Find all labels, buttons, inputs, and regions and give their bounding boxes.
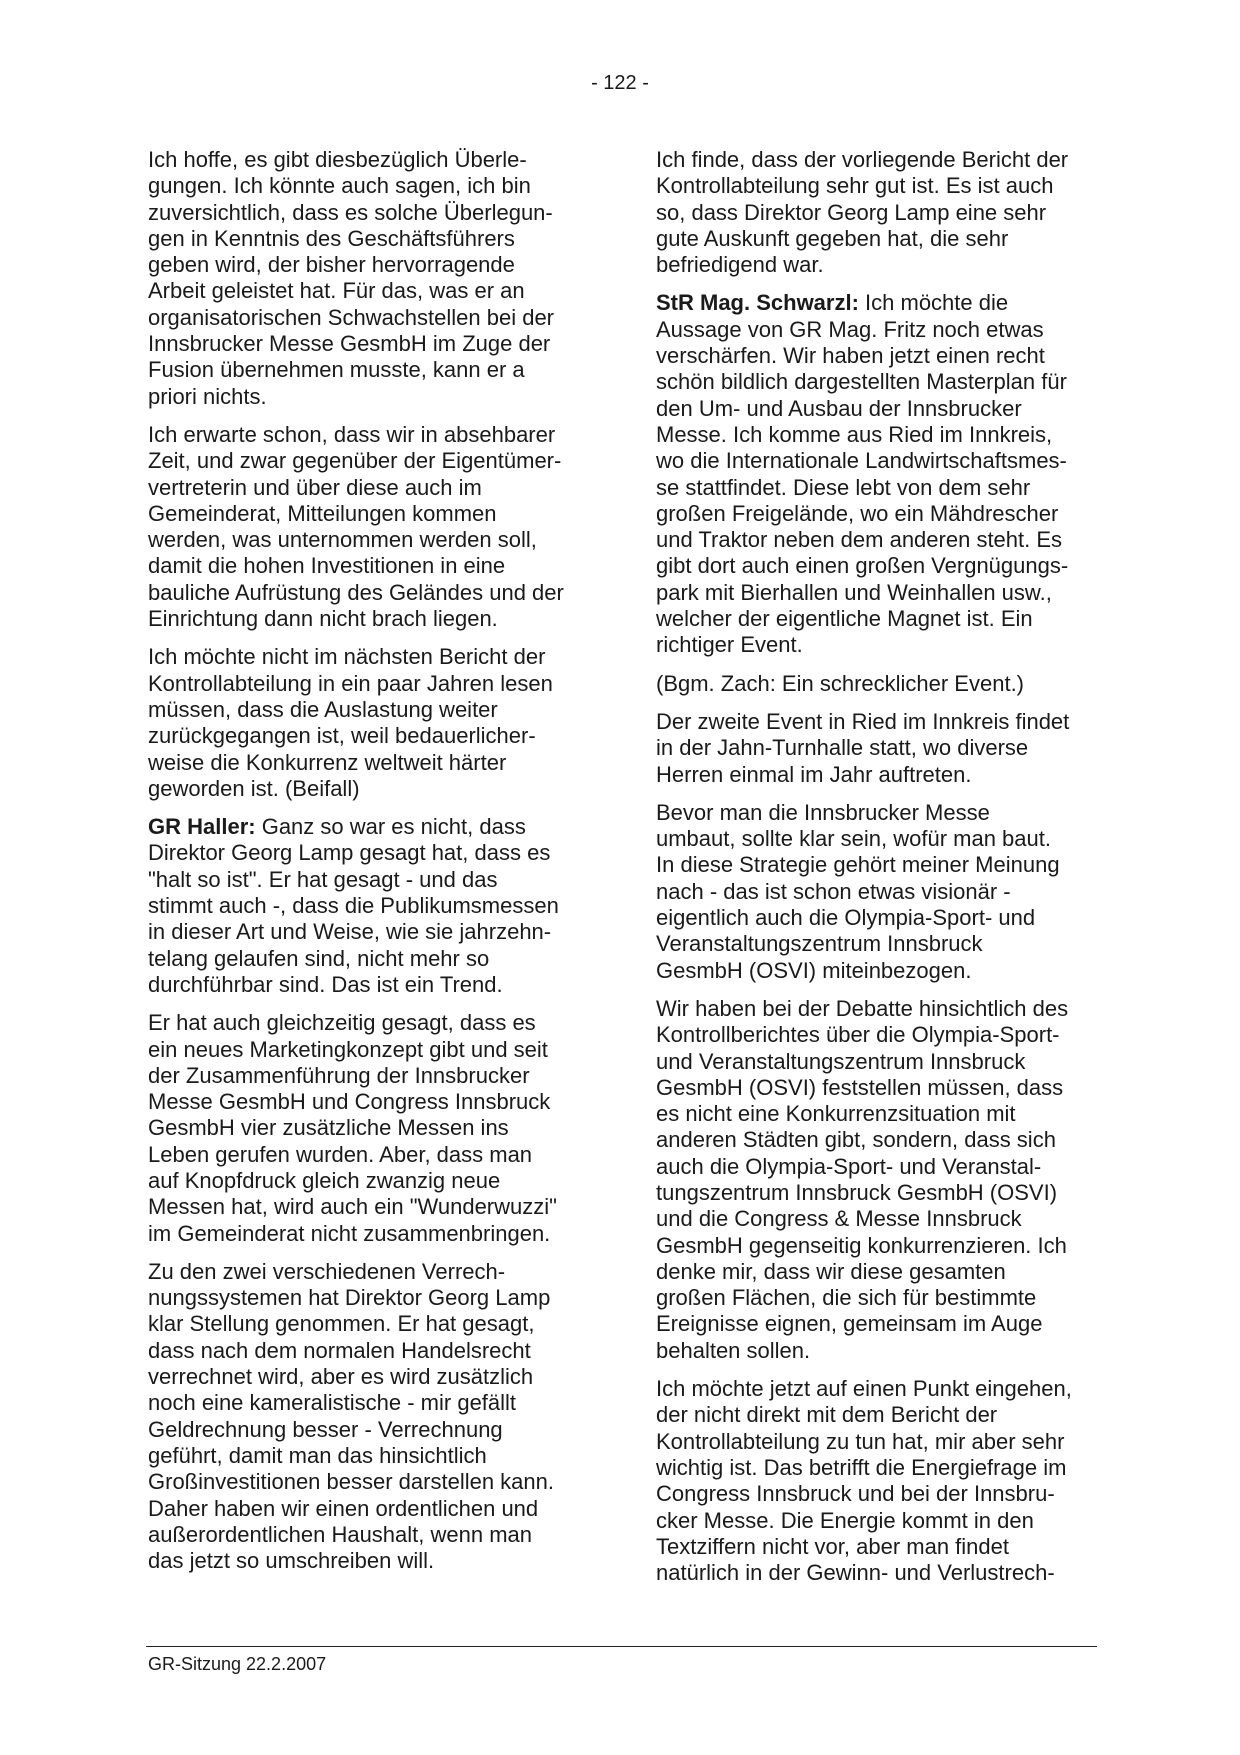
- right-column: [656, 147, 1096, 1598]
- speaker-name: GR Haller:: [148, 814, 256, 840]
- paragraph: Ich möchte jetzt auf einen Punkt eingehen, der nicht direkt mit dem Bericht der Kontrollabteilung zu tun hat, mir aber sehr wichtig ist. Das betrifft die Energiefrage im Congress Innsbruck und bei der Innsbru- cker Messe. Die Energie kommt in den Textziffern nicht vor, aber man findet natürlich in der Gewinn- und Verlustrech-: [656, 1376, 1072, 1586]
- page-number: - 122 -: [591, 72, 649, 94]
- paragraph: Zu den zwei verschiedenen Verrech- nungssystemen hat Direktor Georg Lamp klar Stellung genommen. Er hat gesagt, dass nach dem normalen Handelsrecht verrechnet wird, aber es wird zusätzlich noch eine kameralistische - mir gefällt Geldrechnung besser - Verrechnung geführt, damit man das hinsichtlich Großinvestitionen besser darstellen kann. Daher haben wir einen ordentlichen und außerordentlichen Haushalt, wenn man das jetzt so umschreiben will.: [148, 1258, 554, 1574]
- interjection: (Bgm. Zach: Ein schrecklicher Event.): [656, 670, 1025, 696]
- footer-session-date: GR-Sitzung 22.2.2007: [148, 1654, 327, 1674]
- paragraph: Ich hoffe, es gibt diesbezüglich Überle- gungen. Ich könnte auch sagen, ich bin zuversichtlich, dass es solche Überlegun- gen in Kenntnis des Geschäftsführers geben wird, der bisher hervorragende Arbeit geleistet hat. Für das, was er an organisatorischen Schwachstellen bei der Innsbrucker Messe GesmbH im Zuge der Fusion übernehmen musste, kann er a priori nichts.: [148, 147, 555, 409]
- paragraph: Bevor man die Innsbrucker Messe umbaut, sollte klar sein, wofür man baut. In diese Strategie gehört meiner Meinung nach - das ist schon etwas visionär - eigentlich auch die Olympia-Sport- und Veranstaltungszentrum Innsbruck GesmbH (OSVI) miteinbezogen.: [656, 799, 1060, 983]
- paragraph: Ich finde, dass der vorliegende Bericht der Kontrollabteilung sehr gut ist. Es ist auch so, dass Direktor Georg Lamp eine sehr gute Auskunft gegeben hat, die sehr befriedigend war.: [656, 147, 1069, 278]
- footer-divider: [146, 1646, 1097, 1647]
- paragraph: Ich möchte nicht im nächsten Bericht der Kontrollabteilung in ein paar Jahren lesen müssen, dass die Auslastung weiter zurückgegangen ist, weil bedauerlicher- weise die Konkurrenz weltweit härter geworden ist. (Beifall): [148, 644, 553, 801]
- speech-text: Ganz so war es nicht, dass Direktor Georg Lamp gesagt hat, dass es "halt so ist". Er hat gesagt - und das stimmt auch -, dass die Publikumsmessen in dieser Art und Weise, wie sie jahrzehn- telang gelaufen sind, nicht mehr so durchführbar sind. Das ist ein Trend.: [148, 814, 559, 997]
- speech-haller: [148, 814, 588, 998]
- speech-text: Ich möchte die Aussage von GR Mag. Fritz noch etwas verschärfen. Wir haben jetzt einen recht schön bildlich dargestellten Masterplan für den Um- und Ausbau der Innsbrucker Messe. Ich komme aus Ried im Innkreis, wo die Internationale Landwirtschaftsmes- se stattfindet. Diese lebt von dem sehr großen Freigelände, wo ein Mähdrescher und Traktor neben dem anderen steht. Es gibt dort auch einen großen Vergnügungs- park mit Bierhallen und Weinhallen usw., welcher der eigentliche Magnet ist. Ein richtiger Event.: [656, 290, 1069, 658]
- paragraph: Er hat auch gleichzeitig gesagt, dass es ein neues Marketingkonzept gibt und seit der Zusammenführung der Innsbrucker Messe GesmbH und Congress Innsbruck GesmbH vier zusätzliche Messen ins Leben gerufen wurden. Aber, dass man auf Knopfdruck gleich zwanzig neue Messen hat, wird auch ein "Wunderwuzzi" im Gemeinderat nicht zusammenbringen.: [148, 1010, 557, 1246]
- paragraph: Der zweite Event in Ried im Innkreis findet in der Jahn-Turnhalle statt, wo diverse Herren einmal im Jahr auftreten.: [656, 708, 1070, 787]
- paragraph: Wir haben bei der Debatte hinsichtlich des Kontrollberichtes über die Olympia-Sport- und Veranstaltungszentrum Innsbruck GesmbH (OSVI) feststellen müssen, dass es nicht eine Konkurrenzsituation mit anderen Städten gibt, sondern, dass sich auch die Olympia-Sport- und Veranstal- tungszentrum Innsbruck GesmbH (OSVI) und die Congress & Messe Innsbruck GesmbH gegenseitig konkurrenzieren. Ich denke mir, dass wir diese gesamten großen Flächen, die sich für bestimmte Ereignisse eignen, gemeinsam im Auge behalten sollen.: [656, 995, 1069, 1363]
- speaker-name: StR Mag. Schwarzl:: [656, 290, 859, 316]
- speech-schwarzl: [656, 290, 1096, 658]
- paragraph: Ich erwarte schon, dass wir in absehbarer Zeit, und zwar gegenüber der Eigentümer- vertreterin und über diese auch im Gemeinderat, Mitteilungen kommen werden, was unternommen werden soll, damit die hohen Investitionen in eine bauliche Aufrüstung des Geländes und der Einrichtung dann nicht brach liegen.: [148, 421, 564, 632]
- left-column: [148, 147, 588, 1586]
